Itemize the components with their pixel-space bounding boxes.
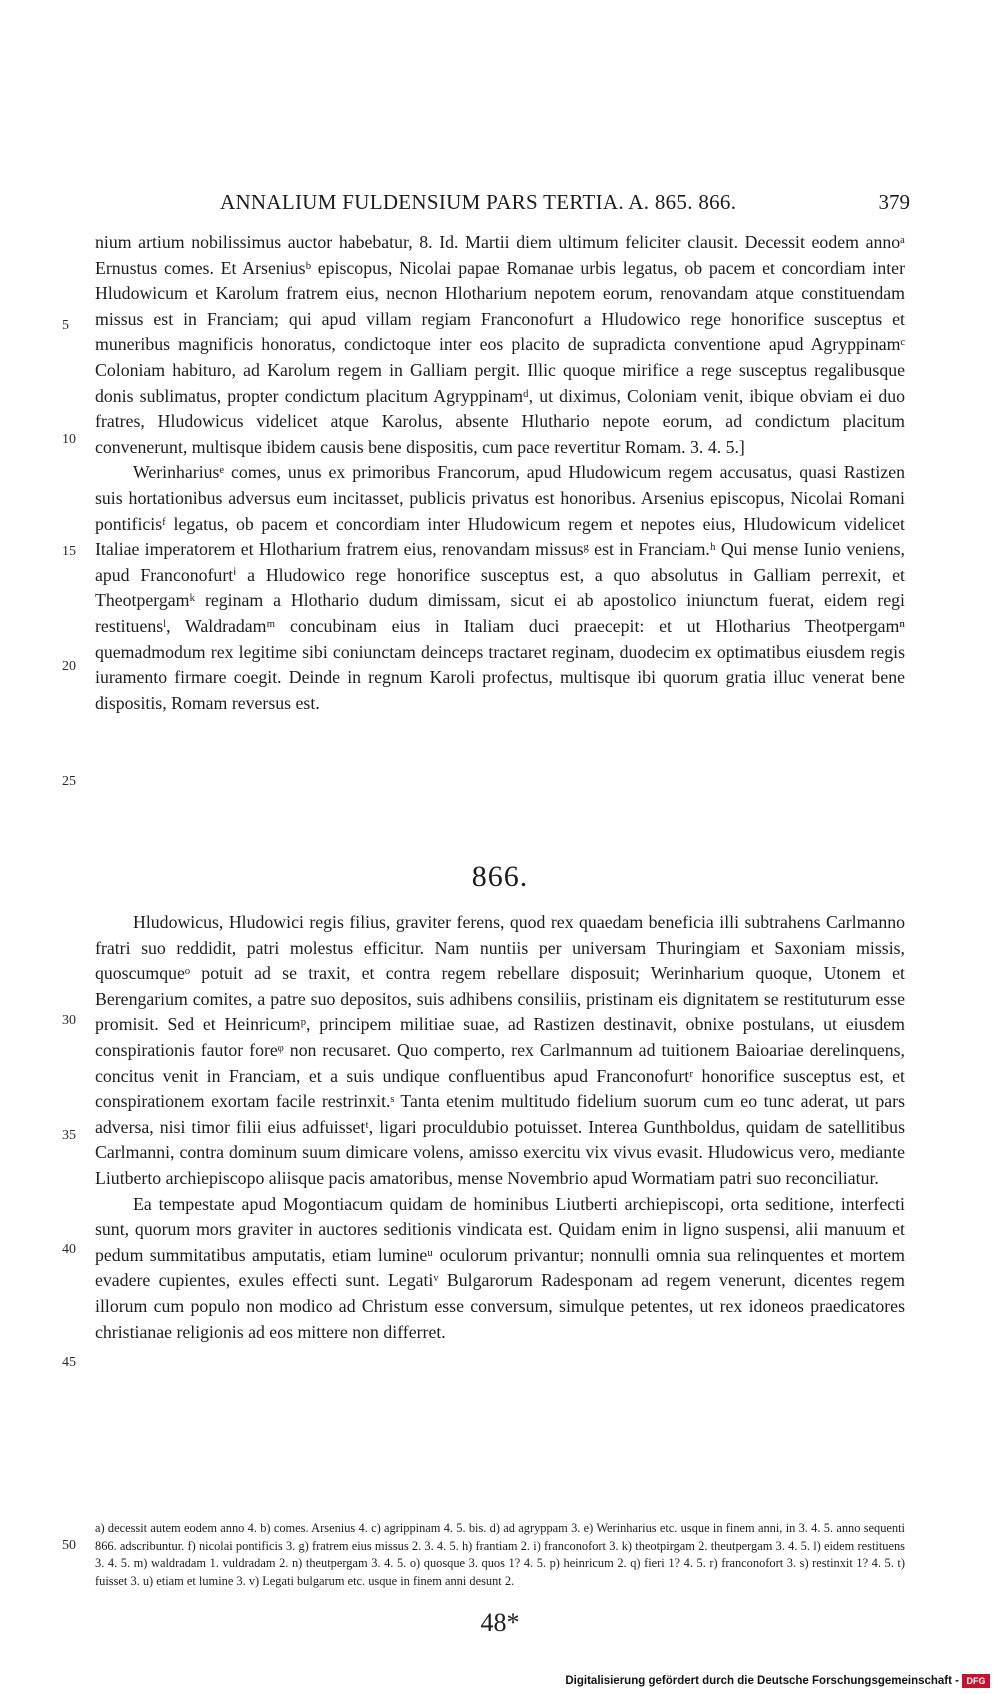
line-number: 5 <box>62 318 69 333</box>
page-number: 379 <box>878 190 910 214</box>
line-number: 15 <box>62 544 76 559</box>
year-heading: 866. <box>471 860 529 893</box>
line-number: 25 <box>62 774 76 789</box>
running-header <box>200 190 910 220</box>
line-number: 10 <box>62 432 76 447</box>
paragraph: nium artium nobilissimus auctor habebatur, 8. Id. Martii diem ultimum feliciter clausit. Decessit eodem annoᵃ Ernustus comes. Et Arseniusᵇ episcopus, Nicolai papae Romanae urbis legatus, ob pacem et concordiam inter Hludowicum et Karolum fratrem eius, necnon Hlotharium nepotem eorum, renovandam atque constituendam missus est in Franciam; qui apud villam regiam Franconofurt a Hludowico rege honorifice susceptus et muneribus magnificis honoratus, condictoque inter eos placito de supradicta conventione apud Agryppinamᶜ Coloniam habituro, ad Karolum regem in Galliam pergit. Illic quoque mirifice a rege susceptus regalibusque donis sublimatus, propter condictum placitum Agryppinamᵈ, ut diximus, Coloniam venit, ibique obviam ei duo fratres, Hludowicus videlicet atque Karolus, absente Hluthario nepote eorum, ad condictum placitum convenerunt, multisque ibidem causis bene dispositis, cum pace revertitur Romam. 3. 4. 5.] <box>95 232 905 457</box>
signature-mark: 48* <box>480 1608 520 1637</box>
line-number: 20 <box>62 659 76 674</box>
paragraph: Werinhariusᵉ comes, unus ex primoribus Francorum, apud Hludowicum regem accusatus, quasi Rastizen suis hortationibus adversus eum incitasset, publicis privatus est honoribus. Arsenius episcopus, Nicolai Romani pontificisᶠ legatus, ob pacem et concordiam inter Hludowicum regem et nepotes eius, Hludowicum videlicet Italiae imperatorem et Hlotharium fratrem eius, renovandam missusᵍ est in Franciam.ʰ Qui mense Iunio veniens, apud Franconofurtⁱ a Hludowico rege honorifice susceptus est, a quo absolutus in Galliam perrexit, et Theotpergamᵏ reginam a Hlothario dudum dimissam, sicut ei ab apostolico iniunctum fuerat, eidem regi restituensˡ, Waldradamᵐ concubinam eius in Italiam duci praecepit: et ut Hlotharius Theotpergamⁿ quemadmodum rex legitime sibi coniunctam deinceps tractaret reginam, duodecim ex optimatibus eiusdem regis iuramento firmare coegit. Deinde in regnum Karoli profectus, multisque ibi quorum gratia illuc venerat bene dispositis, Romam reversus est. <box>95 462 905 713</box>
digitization-credit <box>565 1672 990 1690</box>
annals-text-865 <box>95 230 905 716</box>
running-title: ANNALIUM FULDENSIUM PARS TERTIA. A. 865. 866. <box>220 190 737 214</box>
footnote-text: a) decessit autem eodem anno 4. b) comes. Arsenius 4. c) agrippinam 4. 5. bis. d) ad agryppam 3. e) Werinharius etc. usque in finem anni, in 3. 4. 5. anno sequenti 866. adscribuntur. f) nicolai pontificis 3. g) fratrem eius missus 2. 3. 4. 5. h) frantiam 2. i) franconofort 3. k) theotpirgam 2. theutpergam 3. 4. 5. l) eidem restituens 3. 4. 5. m) waldradam 1. vuldradam 2. n) theutpergam 3. 4. 5. o) quosque 3. quos 1? 4. 5. p) heinricum 2. q) fieri 1? 4. 5. r) franconofort 3. s) restinxit 1? 4. 5. t) fuisset 3. u) etiam et lumine 3. v) Legati bulgarum etc. usque in finem anni desunt 2. <box>95 1521 905 1588</box>
credit-text: Digitalisierung gefördert durch die Deutsche Forschungsgemeinschaft - <box>565 1675 959 1687</box>
annals-text-866 <box>95 910 905 1345</box>
line-number: 35 <box>62 1128 76 1143</box>
critical-apparatus <box>95 1520 905 1590</box>
line-number: 40 <box>62 1242 76 1257</box>
paragraph: Ea tempestate apud Mogontiacum quidam de hominibus Liutberti archiepiscopi, orta seditione, interfecti sunt, quorum mors graviter in auctores seditionis vindicata est. Quidam enim in ligno suspensi, alii manuum et pedum summitatibus amputatis, etiam lumineᵘ oculorum privantur; nonnulli omnia sua relinquentes et mortem evadere cupientes, exules effecti sunt. Legatiᵛ Bulgarorum Radesponam ad regem venerunt, dicentes regem illorum cum populo non modico ad Christum esse conversum, simulque petentes, ut rex idoneos praedicatores christianae religionis ad eos mittere non differret. <box>95 1193 905 1342</box>
dfg-logo-icon: DFG <box>962 1674 990 1688</box>
line-number: 50 <box>62 1538 76 1553</box>
line-number: 30 <box>62 1013 76 1028</box>
line-number: 45 <box>62 1355 76 1370</box>
paragraph: Hludowicus, Hludowici regis filius, graviter ferens, quod rex quaedam beneficia illi subtrahens Carlmanno fratri suo reddidit, patri molestus efficitur. Nam nuntiis per universam Thuringiam et Saxoniam missis, quoscumqueᵒ potuit ad se traxit, et contra regem rebellare disposuit; Werinharium quoque, Utonem et Berengarium comites, a patre suo depositos, suis adhibens consiliis, pristinam eis dignitatem se restituturum esse promisit. Sed et Heinricumᵖ, principem militiae suae, ad Rastizen destinavit, obnixe postulans, ut eiusdem conspirationis fautor foreᵠ non recusaret. Quo comperto, rex Carlmannum ad tuitionem Baioariae derelinquens, concitus venit in Franciam, et a suis undique confluentibus apud Franconofurtʳ honorifice susceptus est, et conspirationem exortam facile restrinxit.ˢ Tanta etenim multitudo fidelium suorum cum eo tunc aderat, ut pars adversa, nisi timor filii eius adfuissetᵗ, ligari proculdubio potuisset. Interea Gunthboldus, quidam de satellitibus Carlmanni, contra dominum suum dimicare volens, amisso exercitu vix vivus evasit. Hludowicus vero, mediante Liutberto archiepiscopo aliisque pacis amatoribus, mense Novembrio apud Wormatiam patri suo reconciliatur. <box>95 912 905 1188</box>
